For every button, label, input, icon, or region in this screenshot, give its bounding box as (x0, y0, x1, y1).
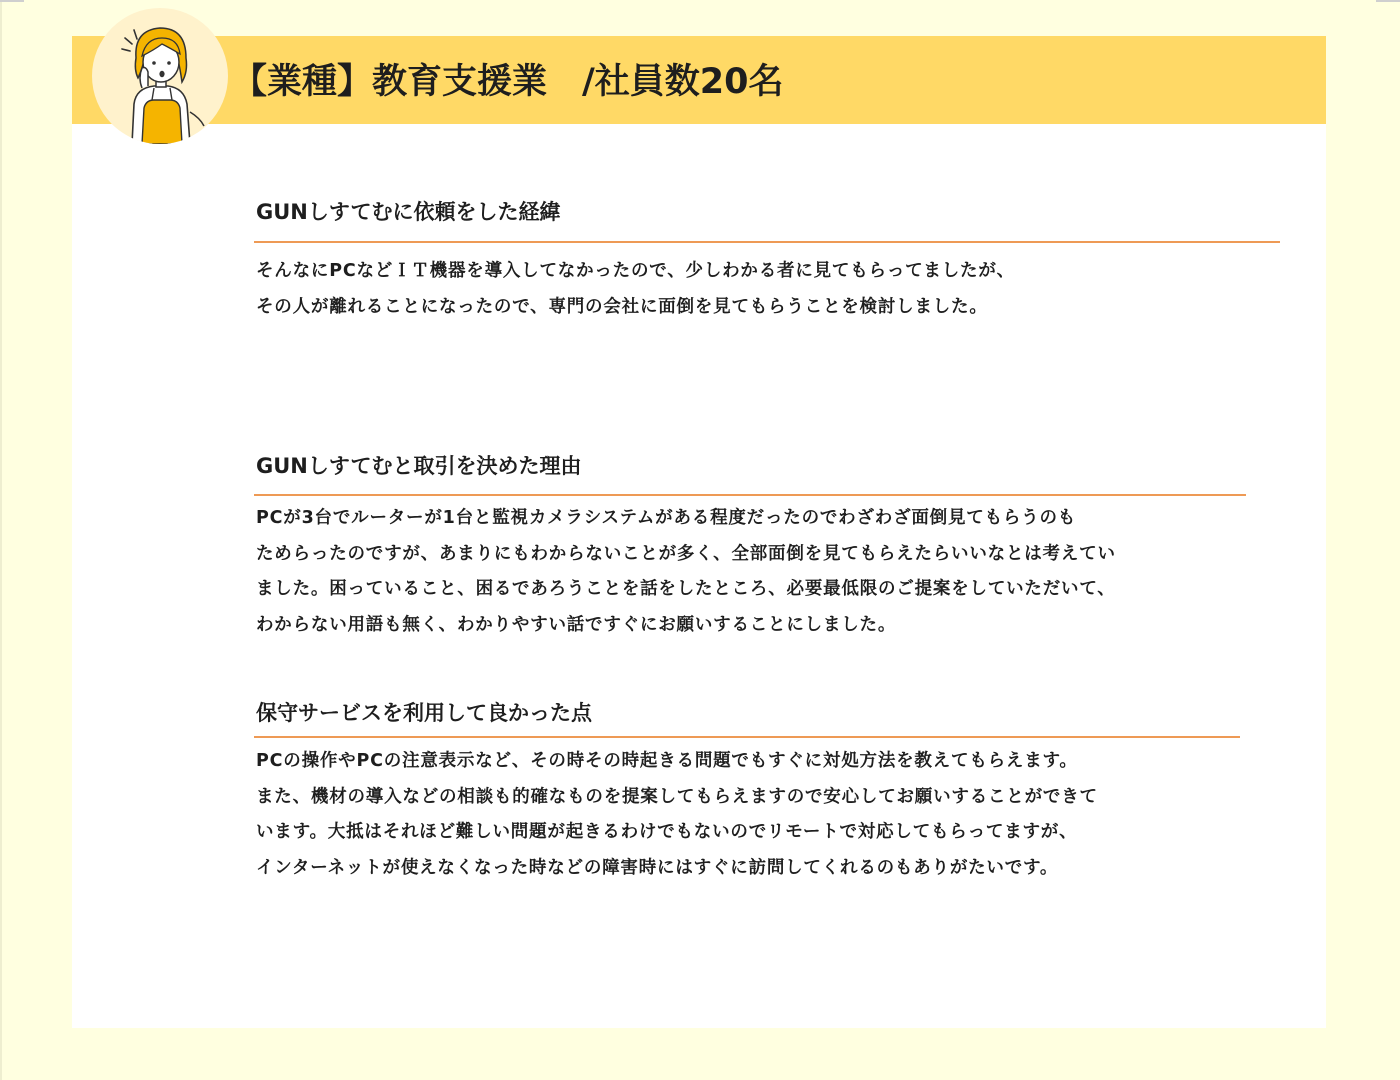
body-line: います。大抵はそれほど難しい問題が起きるわけでもないのでリモートで対応してもらってますが、 (256, 822, 1078, 842)
body-line: ためらったのですが、あまりにもわからないことが多く、全部面倒を見てもらえたらいいなとは考えてい (256, 543, 1116, 564)
body-line: PCの操作やPCの注意表示など、その時その時起きる問題でもすぐに対処方法を教えてもらえます。 (256, 751, 1078, 771)
section-body (256, 744, 1240, 886)
body-line: そんなにPCなどＩＴ機器を導入してなかったので、少しわかる者に見てもらってましたが、 (256, 261, 1015, 281)
section-divider (254, 494, 1246, 496)
testimonial-card (72, 36, 1326, 1028)
corner-mark-left (0, 0, 24, 2)
section-title: GUNしすてむと取引を決めた理由 (256, 454, 582, 478)
avatar (92, 8, 228, 144)
body-line: また、機材の導入などの相談も的確なものを提案してもらえますので安心してお願いすることができて (256, 786, 1098, 807)
body-line: PCが3台でルーターが1台と監視カメラシステムがある程度だったのでわざわざ面倒見てもらうのも (256, 508, 1077, 528)
section-body (256, 501, 1246, 643)
header-band (72, 36, 1326, 124)
corner-mark-right (1376, 0, 1400, 2)
page-title: 【業種】教育支援業 /社員数20名 (232, 62, 784, 102)
left-edge-line (0, 0, 2, 1080)
section-title: 保守サービスを利用して良かった点 (256, 701, 592, 725)
section-request-background (256, 197, 1280, 325)
section-decision-reason (256, 451, 1246, 643)
section-service-benefits (256, 698, 1240, 886)
body-line: ました。困っていること、困るであろうことを話をしたところ、必要最低限のご提案をしていただいて、 (256, 579, 1116, 599)
body-line: その人が離れることになったので、専門の会社に面倒を見てもらうことを検討しました。 (256, 296, 988, 317)
section-body (256, 254, 1280, 325)
section-divider (254, 241, 1280, 243)
woman-in-apron-illustration-icon (92, 8, 228, 144)
section-divider (254, 736, 1240, 738)
body-line: インターネットが使えなくなった時などの障害時にはすぐに訪問してくれるのもありがたいです。 (256, 857, 1059, 878)
section-title: GUNしすてむに依頼をした経緯 (256, 200, 561, 224)
body-line: わからない用語も無く、わかりやすい話ですぐにお願いすることにしました。 (256, 614, 897, 635)
